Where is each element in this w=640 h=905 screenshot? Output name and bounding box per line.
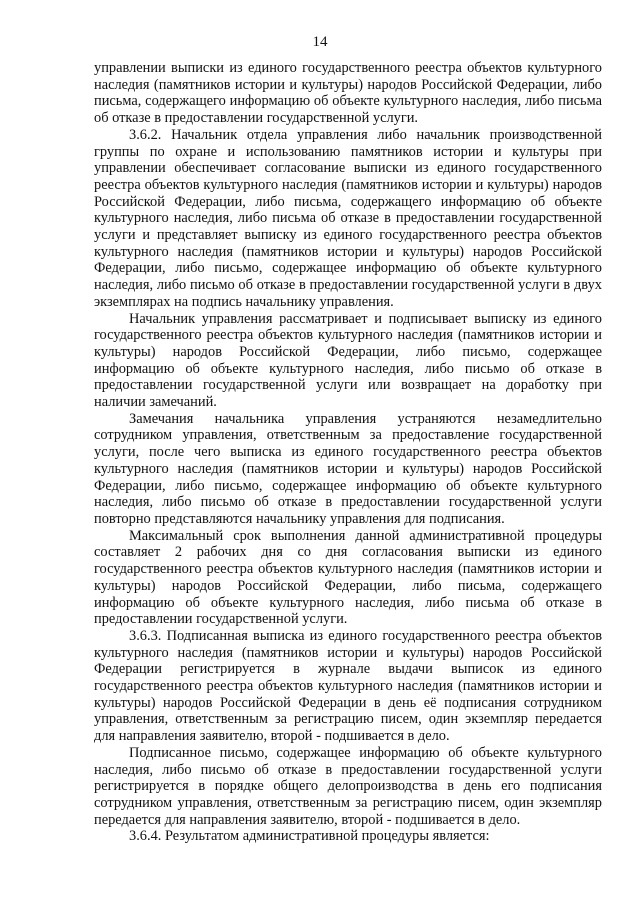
page-number: 14 <box>312 34 328 50</box>
paragraph-remarks: Замечания начальника управления устраняются незамедлительно сотрудником управления, ответственным за предоставление государственной услуги, после чего выписка из единого государственного реестра объектов культурного наследия (памятников истории и культуры) народов Российской Федерации, либо письмо, содержащее информацию об объекте культурного наследия, либо письмо об отказе в предоставлении государственной услуги повторно представляются начальнику управления для подписания. <box>94 410 602 527</box>
paragraph-3-6-3: 3.6.3. Подписанная выписка из единого государственного реестра объектов культурного наследия (памятников истории и культуры) народов Российской Федерации регистрируется в журнале выдачи выписок из единого государственного реестра объектов культурного наследия (памятников истории и культуры) народов Российской Федерации в день её подписания сотрудником управления, ответственным за регистрацию писем, один экземпляр передается для направления заявителю, второй - подшивается в дело. <box>94 627 602 745</box>
paragraph-max-term: Максимальный срок выполнения данной административной процедуры составляет 2 рабочих дня со дня согласования выписки из единого государственного реестра объектов культурного наследия (памятников истории и культуры) народов Российской Федерации, либо письма, содержащего информацию об объекте культурного наследия, либо письма об отказе в предоставлении государственной услуги. <box>94 527 602 628</box>
paragraph-3-6-2: 3.6.2. Начальник отдела управления либо начальник производственной группы по охране и использованию памятников истории и культуры при управлении обеспечивает согласование выписки из единого государственного реестра объектов культурного наследия (памятников истории и культуры) народов Российской Федерации, либо письма, содержащего информацию об объекте культурного наследия, либо письма об отказе в предоставлении государственной услуги и представляет выписку из единого государственного реестра объектов культурного наследия (памятников истории и культуры) народов Российской Федерации, либо письмо, содержащее информацию об объекте культурного наследия, либо письмо об отказе в предоставлении государственной услуги в двух экземплярах на подпись начальнику управления. <box>94 126 602 310</box>
paragraph-head-review: Начальник управления рассматривает и подписывает выписку из единого государственного реестра объектов культурного наследия (памятников истории и культуры) народов Российской Федерации, либо письмо, содержащее информацию об объекте культурного наследия, либо письмо об отказе в предоставлении государственной услуги или возвращает на доработку при наличии замечаний. <box>94 310 602 411</box>
document-body <box>94 60 602 845</box>
paragraph-signed-letter: Подписанное письмо, содержащее информацию об объекте культурного наследия, либо письмо об отказе в предоставлении государственной услуги регистрируется в порядке общего делопроизводства в день его подписания сотрудником управления, ответственным за регистрацию писем, один экземпляр передается для направления заявителю, второй - подшивается в дело. <box>94 744 602 828</box>
paragraph-continuation: управлении выписки из единого государственного реестра объектов культурного наследия (памятников истории и культуры) народов Российской Федерации, либо письма, содержащего информацию об объекте культурного наследия, либо письма об отказе в предоставлении государственной услуги. <box>94 60 602 127</box>
paragraph-3-6-4: 3.6.4. Результатом административной процедуры является: <box>129 828 490 845</box>
